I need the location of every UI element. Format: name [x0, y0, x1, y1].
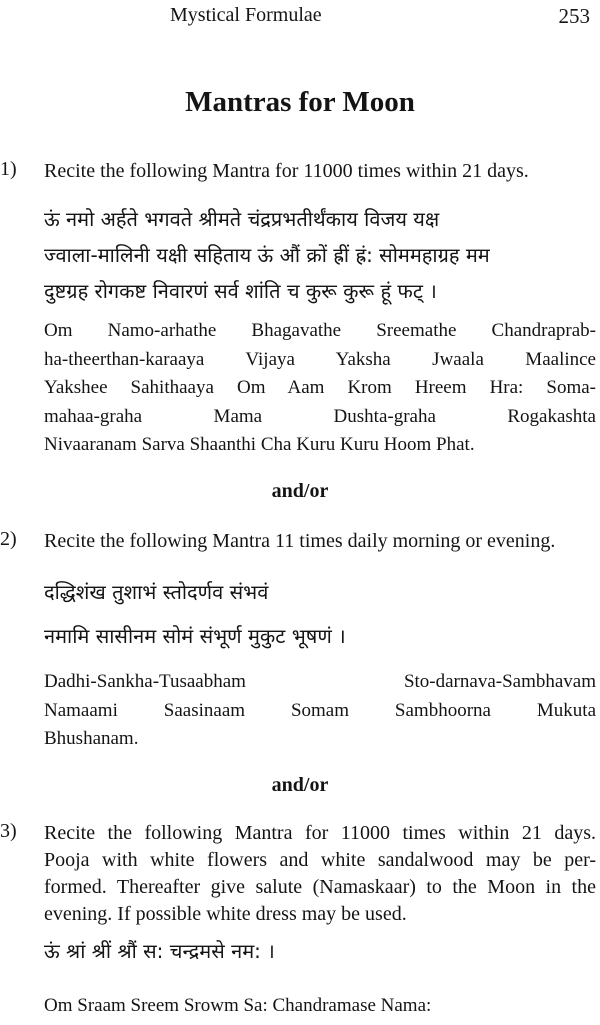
separator-and-or: and/or [271, 774, 329, 796]
devanagari-line: ऊं नमो अर्हते भगवते श्रीमते चंद्रप्रभतीर्थंकाय विजय यक्ष [44, 207, 440, 231]
instruction-line: Pooja with white flowers and white sandalwood may be per- [44, 849, 596, 871]
running-head [0, 4, 600, 32]
transliteration [44, 668, 596, 754]
transliteration-line: Namaami Saasinaam Somam Sambhoorna Mukuta [44, 699, 596, 721]
item-number: 2) [0, 528, 17, 550]
section-heading: Mantras for Moon [185, 86, 415, 118]
transliteration-line: ha-theerthan-karaaya Vijaya Yaksha Jwaala Maalince [44, 348, 596, 370]
item-instruction [44, 820, 596, 928]
devanagari-mantra [44, 933, 596, 969]
instruction-line: Recite the following Mantra 11 times daily morning or evening. [44, 530, 556, 552]
instruction-line: Recite the following Mantra for 11000 times within 21 days. [44, 822, 596, 844]
transliteration-line: mahaa-graha Mama Dushta-graha Rogakashta [44, 405, 596, 427]
devanagari-mantra [44, 201, 596, 309]
page-number: 253 [558, 4, 590, 28]
item-instruction [44, 158, 596, 185]
item-number: 1) [0, 158, 17, 180]
transliteration-line: Bhushanam. [44, 728, 139, 749]
devanagari-line: ज्वाला-मालिनी यक्षी सहिताय ऊं औं क्रों ह्रीं ह्रं: सोममहाग्रह मम [44, 243, 490, 267]
instruction-line: evening. If possible white dress may be used. [44, 903, 407, 925]
devanagari-mantra [44, 570, 596, 658]
transliteration-line: Dadhi-Sankha-Tusaabham Sto-darnava-Sambhavam [44, 671, 596, 692]
devanagari-line: दद्धिशंख तुशाभं स्तोदर्णव संभवं [44, 580, 269, 604]
separator-and-or: and/or [271, 480, 329, 502]
instruction-line: Recite the following Mantra for 11000 times within 21 days. [44, 160, 529, 182]
transliteration [44, 992, 596, 1021]
instruction-line: formed. Thereafter give salute (Namaskaar) to the Moon in the [44, 876, 596, 898]
transliteration-line: Yakshee Sahithaaya Om Aam Krom Hreem Hra: Soma- [44, 377, 596, 398]
item-instruction [44, 528, 596, 555]
item-number: 3) [0, 820, 17, 842]
devanagari-line: ऊं श्रां श्रीं श्रौं स: चन्द्रमसे नम: । [44, 939, 275, 963]
transliteration-line: Om Sraam Sreem Srowm Sa: Chandramase Nama: [44, 995, 432, 1016]
transliteration-line: Nivaaranam Sarva Shaanthi Cha Kuru Kuru Hoom Phat. [44, 434, 475, 455]
transliteration-line: Om Namo-arhathe Bhagavathe Sreemathe Chandraprab- [44, 320, 596, 341]
transliteration [44, 317, 596, 460]
devanagari-line: दुष्टग्रह रोगकष्ट निवारणं सर्व शांति च कुरू कुरू हूं फट् । [44, 279, 437, 303]
devanagari-line: नमामि सासीनम सोमं संभूर्ण मुकुट भूषणं । [44, 624, 346, 648]
running-title: Mystical Formulae [170, 4, 322, 26]
